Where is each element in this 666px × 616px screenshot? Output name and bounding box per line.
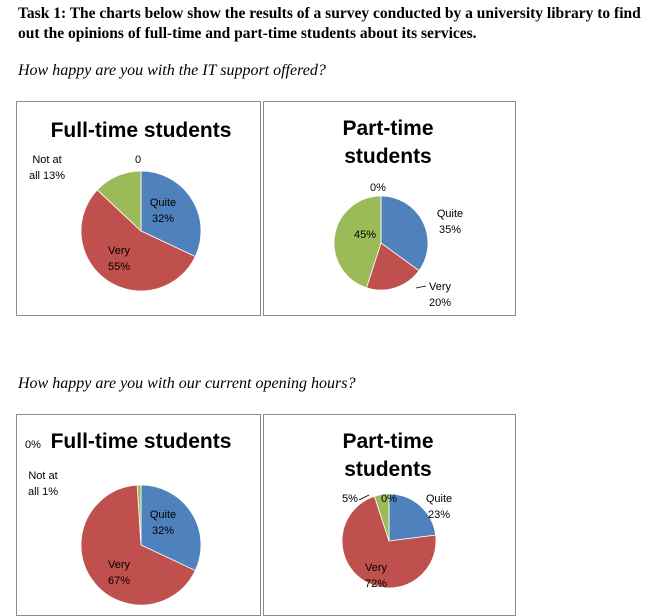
task-heading: Task 1: The charts below show the results of a survey conducted by a university library to find out the opinions of full-time and part-time students about its services.: [18, 5, 641, 42]
chart-title: Part-time students: [342, 117, 434, 168]
slice-label: Very 20%: [428, 281, 452, 309]
chart-hours-parttime: [263, 414, 516, 616]
pie-chart-svg: [17, 415, 260, 615]
question-it-support: How happy are you with the IT support offered?: [18, 62, 326, 79]
pie-chart-svg: [264, 415, 515, 615]
slice-label: 5%: [342, 493, 358, 505]
slice-label: 45%: [353, 229, 377, 241]
slice-label: Very 72%: [364, 562, 388, 590]
slice-label: Quite 35%: [436, 208, 464, 236]
slice-label: Not at all 1%: [28, 470, 58, 498]
slice-label: 0%: [381, 493, 397, 505]
chart-title: Full-time students: [50, 430, 232, 453]
slice-label: Quite 23%: [425, 493, 453, 521]
chart-title: Part-time students: [342, 430, 434, 481]
slice-label: Very 55%: [107, 245, 131, 273]
leader-line: [416, 286, 426, 288]
slice-label: Very 67%: [107, 559, 131, 587]
slice-label: 0%: [25, 439, 41, 451]
slice-label: Quite 32%: [149, 509, 177, 537]
chart-it-parttime: [263, 101, 516, 316]
pie-chart-svg: [17, 102, 260, 315]
chart-hours-fulltime: [16, 414, 261, 616]
chart-it-fulltime: [16, 101, 261, 316]
slice-label: Not at all 13%: [28, 154, 66, 182]
question-opening-hours: How happy are you with our current opening hours?: [18, 375, 356, 392]
pie-chart-svg: [264, 102, 515, 315]
slice-label: Quite 32%: [149, 197, 177, 225]
slice-label: 0: [134, 154, 142, 166]
chart-title: Full-time students: [50, 119, 232, 142]
slice-label: 0%: [370, 182, 386, 194]
